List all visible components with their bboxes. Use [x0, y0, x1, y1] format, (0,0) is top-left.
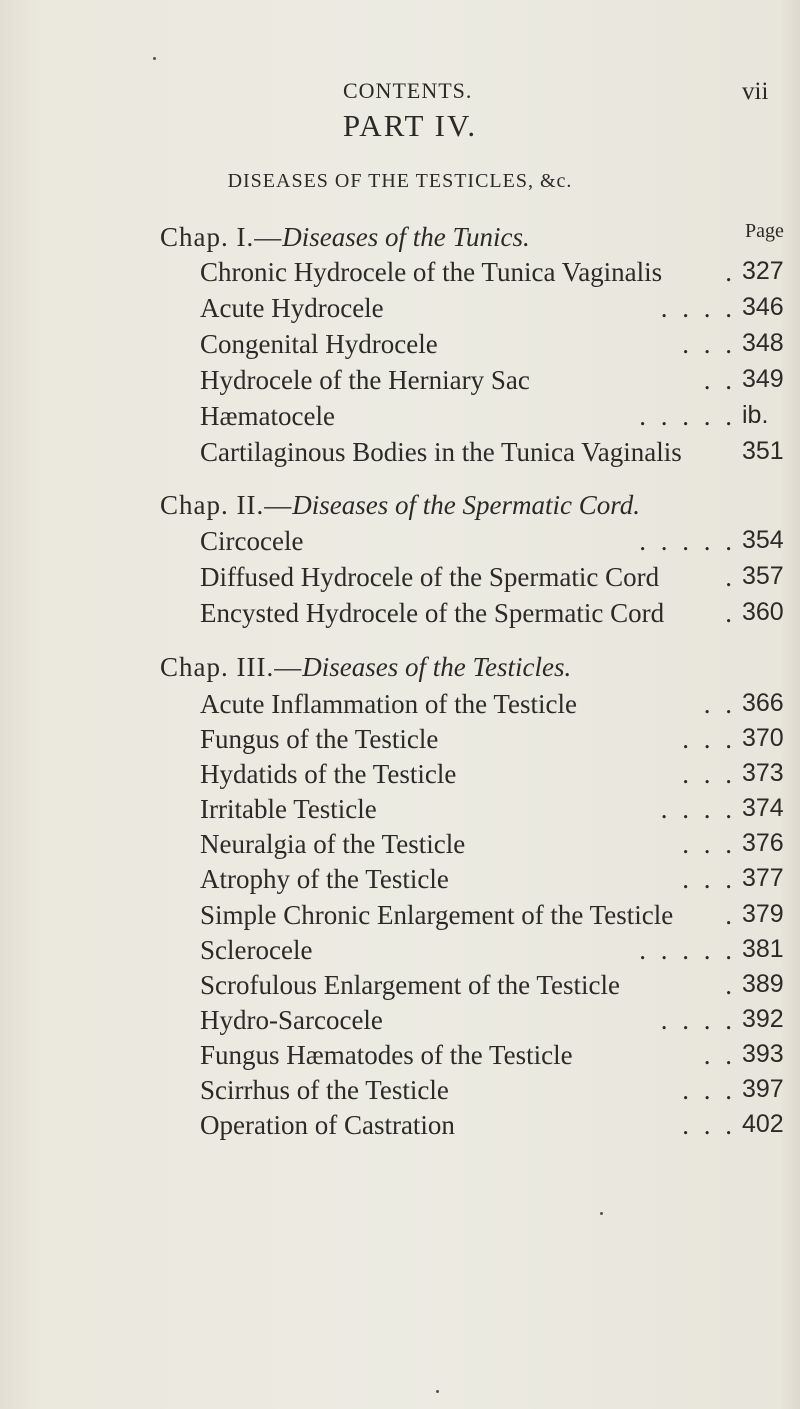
- toc-page-number: 397: [742, 1075, 784, 1103]
- toc-entry[interactable]: Hydro-Sarcocele . . . . 392: [200, 1005, 784, 1035]
- chapter-3-heading: Chap. III.—Diseases of the Testicles.: [160, 652, 572, 682]
- part-title: PART IV.: [342, 108, 478, 143]
- toc-entry[interactable]: Hydatids of the Testicle . . . 373: [200, 759, 784, 789]
- toc-page-number: 392: [742, 1005, 784, 1033]
- page-column-label: Page: [745, 220, 784, 242]
- toc-entry[interactable]: Fungus Hæmatodes of the Testicle . . 393: [200, 1040, 784, 1070]
- toc-page-number: 360: [742, 598, 784, 626]
- toc-entry[interactable]: Encysted Hydrocele of the Spermatic Cord . 360: [200, 598, 784, 628]
- toc-entry[interactable]: Cartilaginous Bodies in the Tunica Vaginalis 351: [200, 437, 784, 467]
- toc-entry[interactable]: Fungus of the Testicle . . . 370: [200, 724, 784, 754]
- toc-page-number: 374: [742, 794, 784, 822]
- paper-speck: [153, 57, 156, 60]
- toc-page-number: 389: [742, 970, 784, 998]
- toc-page-number: 346: [742, 293, 784, 321]
- part-subtitle: DISEASES OF THE TESTICLES, &c.: [227, 170, 573, 192]
- toc-page-number: 354: [742, 526, 784, 554]
- toc-entry[interactable]: Acute Hydrocele . . . . 346: [200, 293, 784, 323]
- toc-page-number: 376: [742, 829, 784, 857]
- toc-page-number: 357: [742, 562, 784, 590]
- toc-entry[interactable]: Operation of Castration . . . 402: [200, 1110, 784, 1140]
- toc-page-number: 381: [742, 935, 784, 963]
- toc-page-number: 377: [742, 864, 784, 892]
- toc-page-number: 379: [742, 900, 784, 928]
- paper-speck: [436, 1390, 439, 1393]
- toc-page-number: ib.: [742, 401, 769, 429]
- toc-page-number: 373: [742, 759, 784, 787]
- toc-page-number: 366: [742, 689, 784, 717]
- toc-entry[interactable]: Irritable Testicle . . . . 374: [200, 794, 784, 824]
- toc-entry[interactable]: Simple Chronic Enlargement of the Testicle . 379: [200, 900, 784, 930]
- toc-entry[interactable]: Scrofulous Enlargement of the Testicle . 389: [200, 970, 784, 1000]
- chapter-1-heading: Chap. I.—Diseases of the Tunics.: [160, 222, 530, 252]
- toc-entry[interactable]: Atrophy of the Testicle . . . 377: [200, 864, 784, 894]
- running-page-number: vii: [742, 78, 769, 105]
- paper-speck: [600, 1212, 603, 1215]
- toc-page-number: 393: [742, 1040, 784, 1068]
- toc-entry[interactable]: Diffused Hydrocele of the Spermatic Cord . 357: [200, 562, 784, 592]
- toc-page-number: 348: [742, 329, 784, 357]
- toc-page-number: 370: [742, 724, 784, 752]
- toc-page-number: 349: [742, 365, 784, 393]
- toc-page-number: 402: [742, 1110, 784, 1138]
- toc-entry[interactable]: Sclerocele . . . . . 381: [200, 935, 784, 965]
- running-title: CONTENTS.: [343, 78, 473, 103]
- toc-entry[interactable]: Chronic Hydrocele of the Tunica Vaginalis . 327: [200, 257, 784, 287]
- toc-entry[interactable]: Hæmatocele . . . . . ib.: [200, 401, 769, 431]
- toc-entry[interactable]: Scirrhus of the Testicle . . . 397: [200, 1075, 784, 1105]
- chapter-2-heading: Chap. II.—Diseases of the Spermatic Cord.: [160, 490, 640, 520]
- toc-entry[interactable]: Hydrocele of the Herniary Sac . . 349: [200, 365, 784, 395]
- toc-page-number: 327: [742, 257, 784, 285]
- toc-entry[interactable]: Congenital Hydrocele . . . 348: [200, 329, 784, 359]
- toc-page-number: 351: [742, 437, 784, 465]
- toc-entry[interactable]: Neuralgia of the Testicle . . . 376: [200, 829, 784, 859]
- toc-entry[interactable]: Circocele . . . . . 354: [200, 526, 784, 556]
- toc-entry[interactable]: Acute Inflammation of the Testicle . . 366: [200, 689, 784, 719]
